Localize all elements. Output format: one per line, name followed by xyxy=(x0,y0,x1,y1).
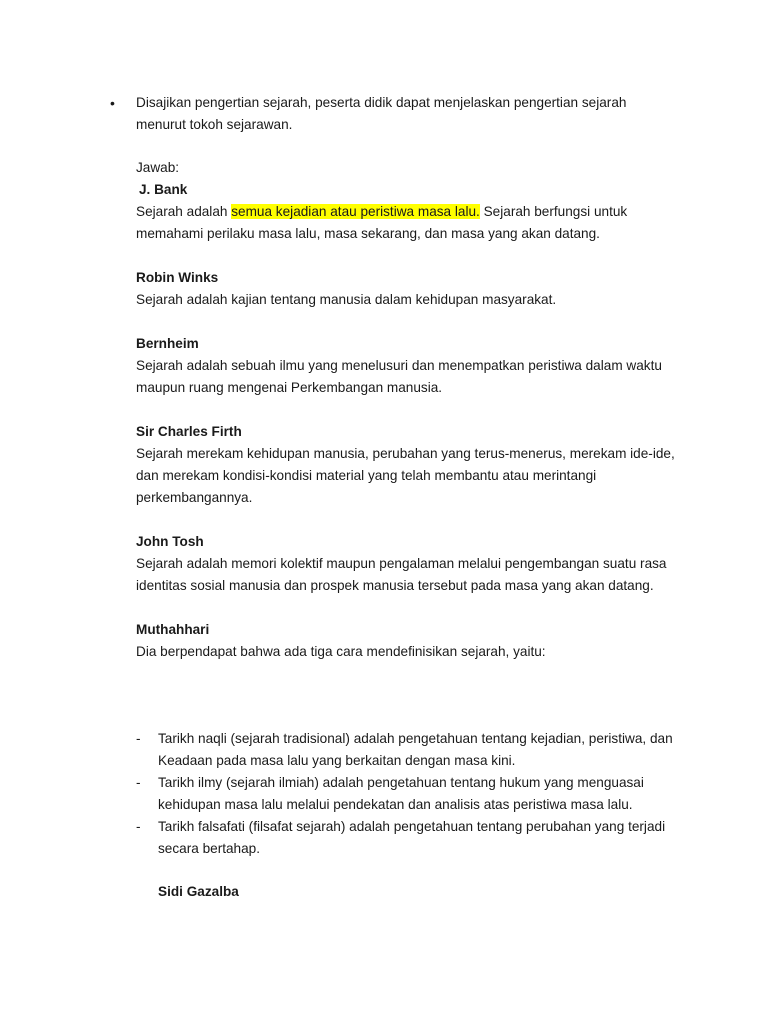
definition-john-tosh: Sejarah adalah memori kolektif maupun pengalaman melalui pengembangan suatu rasa identitas sosial manusia dan prospek manusia tersebut pada masa yang akan datang. xyxy=(136,556,667,593)
definition-jbank xyxy=(136,201,681,245)
list-item xyxy=(136,816,681,860)
author-name-bernheim: Bernheim xyxy=(136,336,199,351)
dash-marker: - xyxy=(136,731,141,746)
list-item-text: Tarikh ilmy (sejarah ilmiah) adalah pengetahuan tentang hukum yang menguasai kehidupan masa lalu melalui pendekatan dan analisis atas peristiwa masa lalu. xyxy=(158,775,644,812)
answer-label: Jawab: xyxy=(136,160,180,175)
definition-bernheim: Sejarah adalah sebuah ilmu yang menelusuri dan menempatkan peristiwa dalam waktu maupun ruang mengenai Perkembangan manusia. xyxy=(136,358,662,395)
answer-section xyxy=(136,157,681,663)
author-name-jbank: J. Bank xyxy=(139,182,188,197)
dash-marker: - xyxy=(136,819,141,834)
definition-robin-winks: Sejarah adalah kajian tentang manusia dalam kehidupan masyarakat. xyxy=(136,292,557,307)
list-item-text: Tarikh naqli (sejarah tradisional) adalah pengetahuan tentang kejadian, peristiwa, dan Keadaan pada masa lalu yang berkaitan dengan masa kini. xyxy=(158,731,673,768)
list-item xyxy=(136,772,681,816)
list-item-text: Tarikh falsafati (filsafat sejarah) adalah pengetahuan tentang perubahan yang terjadi secara bertahap. xyxy=(158,819,666,856)
bullet-icon: • xyxy=(110,95,115,111)
list-item xyxy=(136,728,681,772)
author-name-sidi-gazalba: Sidi Gazalba xyxy=(158,884,239,899)
author-name-muthahhari: Muthahhari xyxy=(136,622,210,637)
question-text: Disajikan pengertian sejarah, peserta didik dapat menjelaskan pengertian sejarah menurut tokoh sejarawan. xyxy=(136,95,627,132)
author-name-john-tosh: John Tosh xyxy=(136,534,204,549)
highlighted-text: semua kejadian atau peristiwa masa lalu. xyxy=(231,204,480,219)
author-name-robin-winks: Robin Winks xyxy=(136,270,219,285)
definition-sir-charles-firth: Sejarah merekam kehidupan manusia, perubahan yang terus-menerus, merekam ide-ide, dan merekam kondisi-kondisi material yang telah membantu atau merintangi perkembangannya. xyxy=(136,446,675,505)
definition-jbank-after: Sejarah berfungsi untuk memahami perilaku masa lalu, masa sekarang, dan masa yang akan datang. xyxy=(136,204,628,241)
definition-muthahhari: Dia berpendapat bahwa ada tiga cara mendefinisikan sejarah, yaitu: xyxy=(136,644,546,659)
definition-jbank-before: Sejarah adalah xyxy=(136,204,232,219)
author-name-sir-charles-firth: Sir Charles Firth xyxy=(136,424,242,439)
dash-marker: - xyxy=(136,775,141,790)
muthahhari-list xyxy=(136,728,681,860)
